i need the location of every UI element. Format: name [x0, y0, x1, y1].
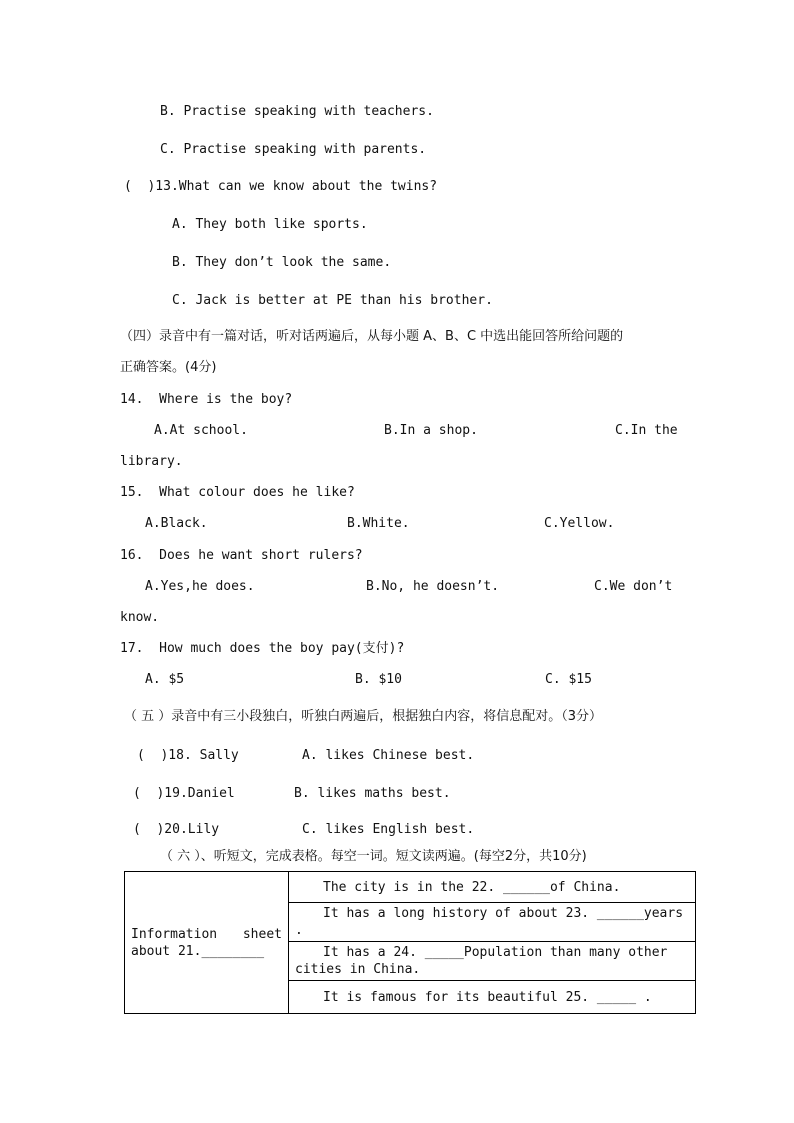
q13-question: ( )13.What can we know about the twins? [124, 179, 438, 194]
q15-option-c: C.Yellow. [544, 516, 615, 531]
q18-number: ( )18. Sally [137, 748, 239, 763]
row-24 [289, 942, 696, 981]
row-24-text: It has a 24. _____Population than many other cities in China. [295, 945, 668, 977]
information-sheet-table [124, 871, 696, 1014]
section4-instruction-line1: （四）录音中有一篇对话，听对话两遍后，从每小题 A、B、C 中选出能回答所给问题的 [120, 329, 624, 344]
q12-option-b: B. Practise speaking with teachers. [160, 104, 434, 119]
q19-number: ( )19.Daniel [133, 786, 235, 801]
q13-option-b: B. They don’t look the same. [172, 255, 392, 270]
q12-option-c: C. Practise speaking with parents. [160, 142, 427, 157]
section4-instruction-line2: 正确答案。(4分) [120, 360, 217, 375]
q14-question: 14. Where is the boy? [120, 392, 293, 407]
q15-option-b: B.White. [347, 516, 410, 531]
about-21-blank: about 21.________ [131, 943, 265, 959]
q17-option-a: A. $5 [145, 672, 185, 687]
q16-option-c: C.We don’t [594, 579, 673, 594]
q15-question: 15. What colour does he like? [120, 485, 355, 500]
q14-option-b: B.In a shop. [384, 423, 478, 438]
q14-option-c-continued: library. [120, 454, 183, 469]
q20-number: ( )20.Lily [133, 822, 220, 837]
q13-option-c: C. Jack is better at PE than his brother. [172, 293, 493, 308]
q16-option-c-continued: know. [120, 610, 160, 625]
q14-option-a: A.At school. [154, 423, 248, 438]
q16-question: 16. Does he want short rulers? [120, 548, 363, 563]
section5-instruction: （ 五 ）录音中有三小段独白，听独白两遍后，根据独白内容，将信息配对。（3分） [124, 709, 603, 724]
q17-option-c: C. $15 [545, 672, 592, 687]
row-23-text: It has a long history of about 23. ______years . [295, 906, 684, 938]
q18-match: A. likes Chinese best. [302, 748, 475, 763]
q13-option-a: A. They both like sports. [172, 217, 368, 232]
q16-option-b: B.No, he doesn’t. [366, 579, 500, 594]
information-word: Information [131, 926, 218, 942]
information-sheet-label-cell [125, 872, 289, 1014]
row-25-text: It is famous for its beautiful 25. _____ . [323, 989, 652, 1005]
q20-match: C. likes English best. [302, 822, 475, 837]
section6-instruction: （ 六 ）、听短文，完成表格。每空一词。短文读两遍。(每空2分，共10分) [160, 849, 587, 864]
row-22 [289, 872, 696, 903]
row-22-text: The city is in the 22. ______of China. [323, 879, 621, 895]
q15-option-a: A.Black. [145, 516, 208, 531]
sheet-word: sheet [242, 926, 282, 942]
q19-match: B. likes maths best. [294, 786, 451, 801]
q16-option-a: A.Yes,he does. [145, 579, 255, 594]
q17-question: 17. How much does the boy pay(支付)? [120, 641, 405, 656]
row-25 [289, 981, 696, 1014]
q17-option-b: B. $10 [355, 672, 402, 687]
q14-option-c: C.In the [615, 423, 678, 438]
row-23 [289, 903, 696, 942]
